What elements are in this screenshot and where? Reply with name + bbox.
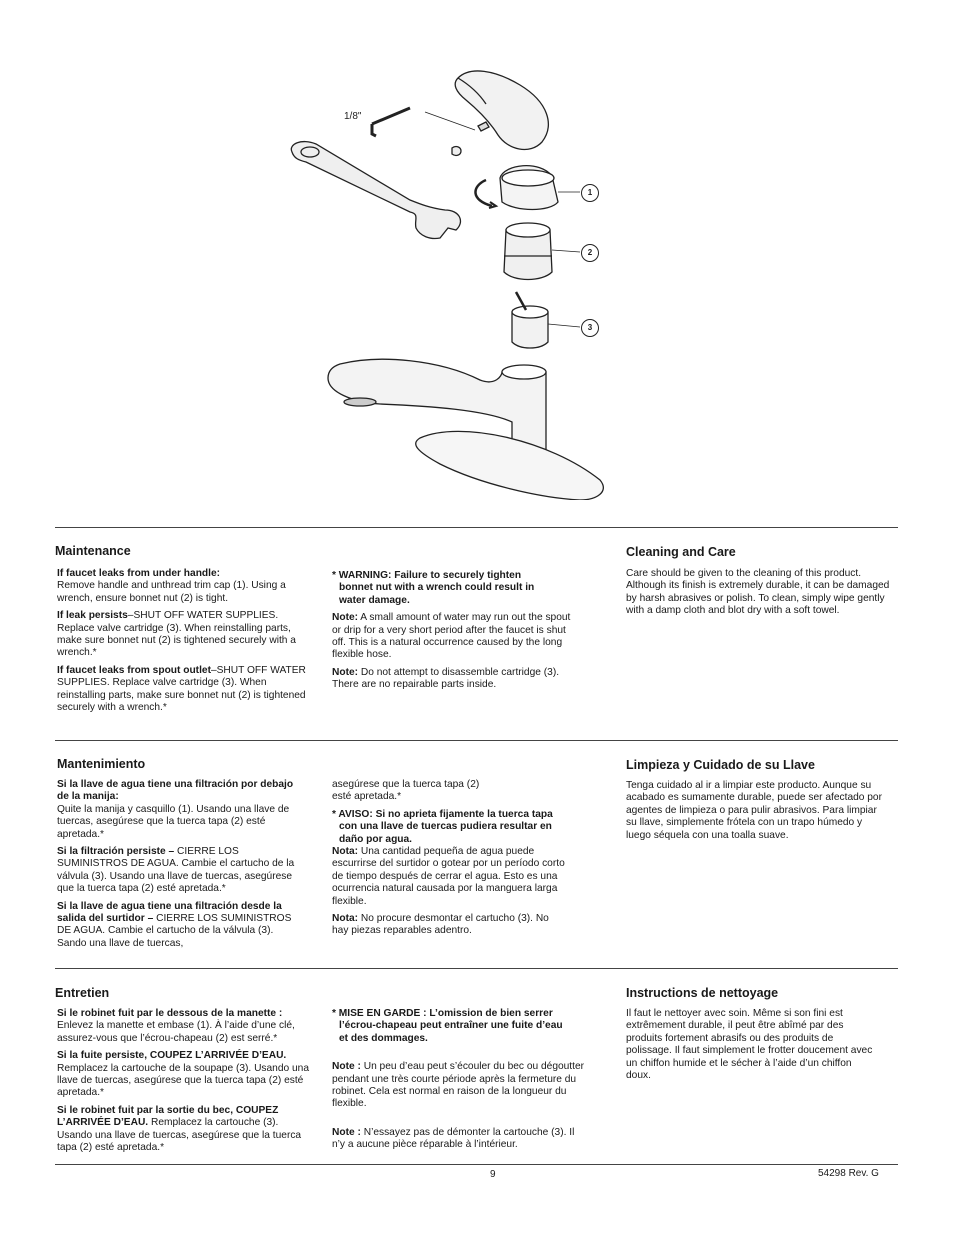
leak-handle-heading: If faucet leaks from under handle:: [57, 568, 221, 579]
maintenance-column-es: [57, 779, 297, 955]
leak-handle-heading: Si la llave de agua tiene una filtración por debajo de la manija:: [57, 779, 294, 803]
note-text: Un peu d’eau peut s’écouler du bec ou dégoutter pendant une très courte période après la fermeture du robinet. Cela est normal en raison de la longueur du flexible.: [332, 1061, 585, 1110]
notes-column-fr: [332, 1008, 588, 1157]
nettoyage-heading: Instructions de nettoyage: [626, 986, 779, 1000]
section-divider: [55, 740, 898, 741]
callout-2: 2: [581, 244, 599, 262]
warning-text: * AVISO: Si no aprieta fijamente la tuerca tapa con una llave de tuercas pudiera resultar en daño por agua.: [332, 808, 553, 845]
callout-1: 1: [581, 184, 599, 202]
note-text: No procure desmontar el cartucho (3). No hay piezas reparables adentro.: [332, 913, 549, 937]
note-label: Nota:: [332, 846, 359, 858]
mantenimiento-heading: Mantenimiento: [57, 757, 146, 771]
leak-handle-text: Quite la manija y casquillo (1). Usando una llave de tuercas, asegúrese que la tuerca tapa (2) esté apretada.*: [57, 803, 290, 840]
wrench-tool: [291, 142, 460, 239]
document-id: 54298 Rev. G: [818, 1168, 879, 1179]
leak-spout-text: –SHUT OFF WATER SUPPLIES. Replace valve cartridge (3). When reinstalling parts, make sure bonnet nut (2) is tightened securely with a wrench.*: [57, 664, 306, 714]
set-screw-part: [478, 122, 489, 131]
leak-spout-continued: asegúrese que la tuerca tapa (2) esté apretada.*: [332, 779, 480, 803]
leak-persists-heading: If leak persists: [57, 610, 128, 622]
handle-part: [455, 71, 548, 150]
deck-plate: [416, 431, 604, 500]
leak-spout-heading: Si le robinet fuit par la sortie du bec, COUPEZ L’ARRIVÉE D’EAU.: [57, 1104, 279, 1129]
leak-spout-text: Remplacez la cartouche (3). Usando una llave de tuercas, asegúrese que la tuerca tapa (2) esté apretada.*: [57, 1117, 302, 1154]
maintenance-heading: Maintenance: [55, 544, 131, 558]
leak-persists-heading: Si la fuite persiste, COUPEZ L’ARRIVÉE D’EAU.: [57, 1050, 287, 1062]
entretien-heading: Entretien: [55, 986, 110, 1000]
notes-column-en: [332, 570, 580, 697]
notes-column-es: [332, 779, 568, 943]
page-number: 9: [490, 1169, 496, 1180]
leak-persists-text: Remplacez la cartouche de la soupape (3). Usando una llave de tuercas, asegúrese que la tuerca tapa (2) esté apretada.*: [57, 1062, 310, 1099]
leak-spout-heading: Si la llave de agua tiene una filtración desde la salida del surtidor –: [57, 900, 282, 925]
cleaning-heading: Cleaning and Care: [626, 545, 736, 559]
hex-key-size-label: 1/8": [344, 111, 362, 122]
leak-persists-text: CIERRE LOS SUMINISTROS DE AGUA. Cambie el cartucho de la válvula (3). Usando una llave de tuercas, asegúrese que la tuerca tapa (2) esté apretada.*: [57, 846, 295, 895]
leak-handle-heading: Si le robinet fuit par le dessous de la manette :: [57, 1008, 283, 1019]
note-text: N’essayez pas de démonter la cartouche (3). Il n’y a aucune pièce réparable à l’intérieur.: [332, 1126, 575, 1151]
note-text: Una cantidad pequeña de agua puede escurrirse del surtidor o gotear por un período corto de tiempo después de cerrar el agua. Esto es una ocurrencia natural causada por la manguera larga flexible.: [332, 846, 565, 907]
note-label: Note :: [332, 1126, 361, 1138]
note-label: Note :: [332, 1061, 361, 1073]
limpieza-heading: Limpieza y Cuidado de su Llave: [626, 758, 815, 772]
limpieza-text: Tenga cuidado al ir a limpiar este producto. Aunque su acabado es sumamente durable, puede ser afectado por agentes de limpieza o para pulir abrasivos. Para limpiar su llave, simplemente frótela con un trapo húmedo y luego séquela con una toalla suave.: [626, 780, 882, 841]
section-divider: [55, 968, 898, 969]
leak-spout-heading: If faucet leaks from spout outlet: [57, 664, 211, 676]
hex-key-tool: [372, 108, 410, 136]
note-label: Note:: [332, 666, 359, 678]
warning-text: * WARNING: Failure to securely tighten bonnet nut with a wrench could result in water damage.: [332, 570, 535, 606]
warning-text: * MISE EN GARDE : L’omission de bien serrer l’écrou-chapeau peut entraîner une fuite d’eau et des dommages.: [332, 1008, 563, 1044]
leak-persists-text: –SHUT OFF WATER SUPPLIES. Replace valve cartridge (3). When reinstalling parts, make sure bonnet nut (2) is tightened securely with a wrench.*: [57, 610, 296, 659]
leak-handle-text: Remove handle and unthread trim cap (1). Using a wrench, ensure bonnet nut (2) is tight.: [57, 580, 286, 604]
leak-persists-heading: Si la filtración persiste –: [57, 846, 175, 858]
callout-3: 3: [581, 319, 599, 337]
leak-spout-text: CIERRE LOS SUMINISTROS DE AGUA. Cambie el cartucho de la válvula (3). Sando una llave de tuercas,: [57, 913, 292, 949]
section-divider: [55, 527, 898, 528]
leak-handle-text: Enlevez la manette et embase (1). À l’aide d’une clé, assurez-vous que l’écrou-chapeau (2) est serré.*: [57, 1020, 295, 1044]
faucet-exploded-diagram: [280, 60, 640, 500]
cleaning-text: Care should be given to the cleaning of this product. Although its finish is extremely durable, it can be damaged by harsh abrasives or polish. To clean, simply wipe gently with a damp cloth and blot dry with a soft towel.: [626, 568, 890, 617]
note-label: Nota:: [332, 913, 359, 925]
maintenance-column-en: [57, 568, 307, 719]
note-text: Do not attempt to disassemble cartridge (3). There are no repairable parts inside.: [332, 666, 560, 691]
note-label: Note:: [332, 612, 359, 624]
note-text: A small amount of water may run out the spout or drip for a very short period after the faucet is shut off. This is a natural occurrence caused by the long flexible hose.: [332, 612, 571, 661]
maintenance-column-fr: [57, 1008, 313, 1159]
nettoyage-text: Il faut le nettoyer avec soin. Même si son fini est extrêmement durable, il peut être abîmé par des produits fortement abrasifs ou des produits de polissage. Il faut simplement le frotter doucement avec un chiffon humide et le sécher à l’aide d’un chiffon doux.: [626, 1008, 873, 1082]
footer-divider: [55, 1164, 898, 1165]
